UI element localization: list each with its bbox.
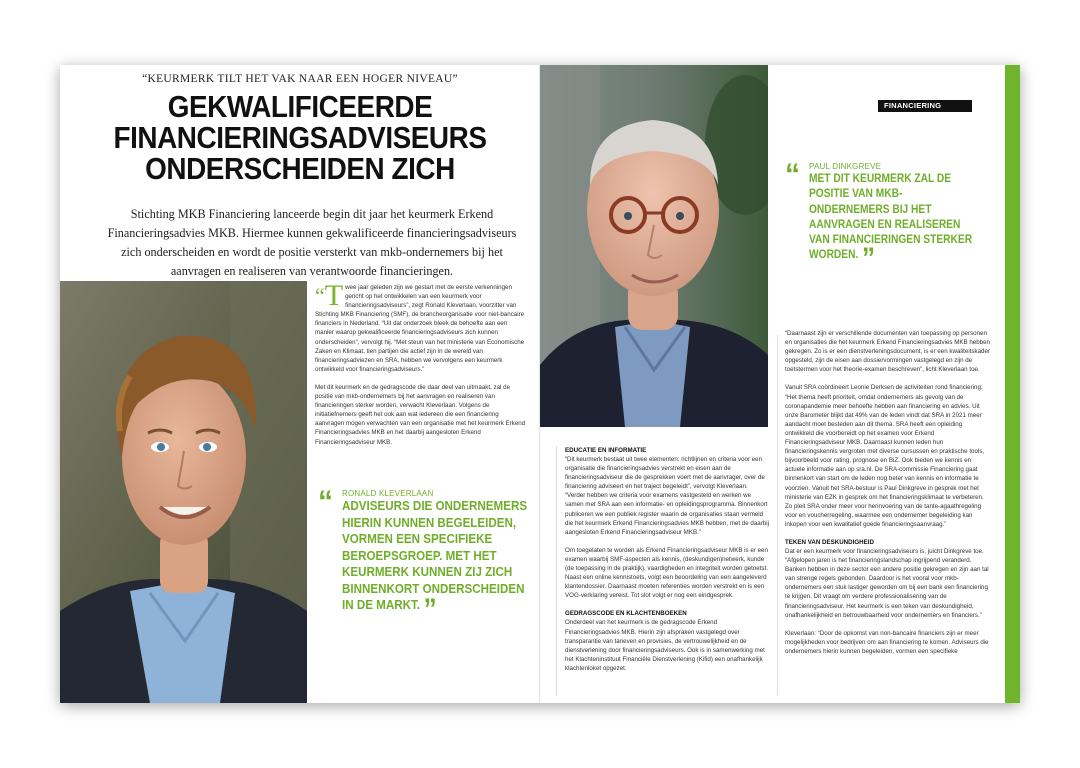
column-divider bbox=[556, 446, 557, 696]
pull-quote-ronald bbox=[318, 485, 528, 626]
right-body-column bbox=[785, 329, 990, 665]
paragraph-1: “T wee jaar geleden zijn we gestart met de eerste verkenningen gericht op het ontwikkelen van een keurmerk voor financieringsadviseurs”, zegt Ronald Kleverlaan, voorzitter van Stichting MKB Financiering (SMF), de brancheorganisatie voor niet-bancaire financiers in Nederland. “Uit dat onderzoek bleek de behoefte aan een manier waarop gekwalificeerde financieringsadviseurs zich kunnen onderscheiden”, vervolgt hij. “Met steun van het ministerie van Economische Zaken en Klimaat, tien partijen die actief zijn in de wereld van financieringsadviezen en SRA, hebben we vervolgens een keurmerk ontwikkeld voor financieringsadviseurs.” bbox=[315, 279, 525, 373]
paragraph: Kleverlaan: “Door de opkomst van non-bancaire financiers zijn er meer mogelijkheden voor bedrijven om aan financiering te komen. Adviseurs die ondernemers hierin kunnen begeleiden, vormen een specifieke bbox=[785, 629, 989, 655]
portrait-photo-ronald bbox=[60, 281, 307, 703]
headline-line-1: GEKWALIFICEERDE bbox=[167, 89, 433, 124]
headline-line-3: ONDERSCHEIDEN ZICH bbox=[145, 151, 455, 186]
left-body-column bbox=[315, 279, 527, 456]
paragraph: Dat er een keurmerk voor financieringsadviseurs is, juicht Dinkgreve toe. “Afgelopen jaren is het financieringslandschap ingrijpend veranderd. Banken hebben in deze sector een andere positie gekregen en zijn aan tal van strenge regels gebonden. Daardoor is het vooral voor mkb-ondernemers een stuk lastiger geworden om bij een bank een financiering te krijgen. Dit vraagt om verdere professionalisering van de financieringsadviseur. Het keurmerk is een teken van deskundigheid, onafhankelijkheid en betrouwbaarheid voor ondernemers en financiers.” bbox=[785, 547, 989, 619]
paragraph: Onderdeel van het keurmerk is de gedragscode Erkend Financieringsadvies MKB. Hierin zijn afspraken vastgelegd over transparantie van tarieven en provisies, de vertrouwelijkheid en de dienstverlening door financieringsadviseurs. Ook is in samenwerking met het Klachteninstituut Financiële Dienstverlening (Kifid) een onafhankelijk klachtenloket opgezet. bbox=[565, 619, 765, 672]
quote-open-icon: “ bbox=[785, 158, 800, 191]
quote-close-icon: ” bbox=[423, 593, 437, 626]
paragraph: “Daarnaast zijn er verschillende documenten van toepassing op personen en organisaties die het keurmerk Erkend Financieringsadvies MKB hebben gekregen. Zo is er een dienstverleningsdocument, is er een kwaliteitskader opgesteld, zijn de eisen aan dossiervormingen vastgelegd en zijn de toetstermen voor het theorie-examen beschreven”, licht Kleverlaan toe. bbox=[785, 330, 990, 374]
pull-quote-text: ADVISEURS DIE ONDERNEMERS HIERIN KUNNEN BEGELEIDEN, VORMEN EEN SPECIFIEKE BEROEPSGROEP. MET HET KEURMERK KUNNEN ZIJ ZICH BINNENKORT ONDERSCHEIDEN IN DE MARKT. ” bbox=[342, 498, 528, 626]
pull-quote-name: PAUL DINKGREVE bbox=[809, 162, 882, 171]
pull-quote-text: MET DIT KEURMERK ZAL DE POSITIE VAN MKB-ONDERNEMERS BIJ HET AANVRAGEN EN REALISEREN VAN FINANCIERINGEN STERKER WORDEN. ” bbox=[809, 172, 973, 276]
column-divider bbox=[777, 335, 778, 695]
magazine-spread bbox=[60, 65, 1020, 703]
paragraph: Vanuit SRA coördineert Leonie Derksen de activiteiten rond financiering: “Het thema heeft prioriteit, omdat ondernemers als gevolg van de coronapandemie meer behoefte hebben aan financiering en advies. Uit onze Barometer blijkt dat 49% van de leden vindt dat SRA in 2021 meer aandacht moet besteden aan dit thema. SRA heeft een opleiding ontwikkeld die voorbereidt op het examen voor Erkend Financieringsadviseur MKB. Daarnaast kunnen leden hun financieringskennis vergroten met diverse cursussen en praktische tools, bijvoorbeeld voor rating, prognose en BiZ. Ook bieden we kennis en actuele informatie aan op sra.nl. De SRA-commissie Financiering gaat binnenkort van start om de leden nog beter van kennis en informatie te voorzien. Vanuit het SRA-bestuur is Paul Dinkgreve in gesprek met het ministerie van EZK in gesprek om het financieringsklimaat te verbeteren. Zo pleit SRA onder meer voor herinvoering van de tante-agaathregeling voor en voucherregeling, waarmee een ondernemer begeleiding kan inkopen voor een kwalitatief goede financieringsaanvraag.” bbox=[785, 384, 985, 528]
portrait-photo-paul bbox=[540, 65, 768, 427]
green-edge-bar bbox=[1005, 65, 1020, 703]
subheading-code-of-conduct: GEDRAGSCODE EN KLACHTENBOEKEN bbox=[565, 610, 687, 618]
paragraph: “Dit keurmerk bestaat uit twee elementen: richtlijnen en criteria voor een organisatie die financieringsadvies verstrekt en eisen aan de financieringsadviseur die de gesprekken voert met de aanvrager, over de financiering adviseert en het traject begeleidt”, vervolgt Kleverlaan. “Verder hebben we criteria voor examens vastgesteld en werken we samen met SRA aan een informatie- en opleidingsprogramma. Binnenkort publiceren we een publiek register waarin de organisaties staan vermeld die het keurmerk Erkend Financieringsadvies MKB hebben, met de daarbij aangesloten Erkend Financieringsadviseur MKB.” bbox=[565, 456, 769, 536]
middle-body-column bbox=[565, 446, 769, 682]
pull-quote-paul bbox=[785, 158, 1005, 276]
open-quote-mark: “ bbox=[315, 283, 325, 308]
quote-close-icon: ” bbox=[861, 242, 876, 276]
subheading-expertise: TEKEN VAN DESKUNDIGHEID bbox=[785, 538, 874, 546]
paragraph-2: Met dit keurmerk en de gedragscode die daar deel van uitmaakt, zal de positie van mkb-ondernemers bij het aanvragen en realiseren van financieringen sterker worden, verwacht Kleverlaan. Volgens de initiatiefnemers geeft het ook aan wat iedereen die een financiering aanvragen mogen verwachten van een organisatie met het keurmerk Erkend Financieringsadvies MKB en het daarbij aangesloten Erkend Financieringsadviseur MKB. bbox=[315, 383, 526, 446]
left-page bbox=[60, 65, 540, 703]
intro-paragraph: Stichting MKB Financiering lanceerde begin dit jaar het keurmerk Erkend Financieringsadvies MKB. Hiermee kunnen gekwalificeerde financieringsadviseurs zich onderscheiden en wordt de positie versterkt van mkb-ondernemers bij het aanvragen en realiseren van verantwoorde financieringen. bbox=[107, 207, 517, 278]
section-tag: FINANCIERING bbox=[878, 100, 972, 112]
headline bbox=[102, 91, 498, 184]
paragraph: Om toegelaten te worden als Erkend Financieringsadviseur MKB is er een examen waarbij SMF-aspecten als kennis, (deskundigen)netwerk, kunde (de toepassing in de praktijk), vaardigheden en integriteit worden getoetst. Naast een online kennistoets, volgt een beoordeling van een aangeleverd klantendossier. Daarnaast moeten referenties worden verstrekt en is een VOG-verklaring vereist. Tot slot volgt er nog een eindgesprek. bbox=[565, 546, 768, 600]
quote-open-icon: “ bbox=[318, 485, 333, 518]
kicker: “KEURMERK TILT HET VAK NAAR EEN HOGER NIVEAU” bbox=[142, 73, 458, 85]
headline-line-2: FINANCIERINGSADVISEURS bbox=[113, 120, 487, 155]
pull-quote-name: RONALD KLEVERLAAN bbox=[342, 489, 434, 498]
right-page bbox=[540, 65, 1020, 703]
drop-cap: “T bbox=[315, 279, 344, 312]
subheading-education: EDUCATIE EN INFORMATIE bbox=[565, 447, 647, 454]
